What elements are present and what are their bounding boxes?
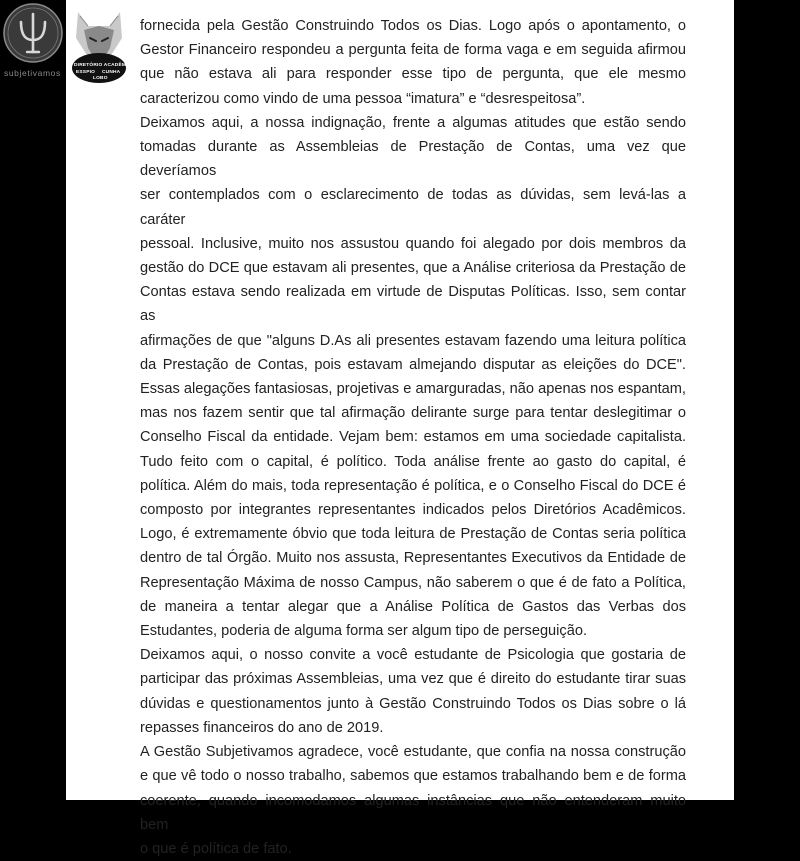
text-line: dúvidas e questionamentos junto à Gestão Construindo Todos os Dias sobre o lá <box>140 695 686 712</box>
wolf-caption: LOBO <box>93 76 108 81</box>
document-body <box>140 14 686 861</box>
text-line: gestão do DCE que estavam ali presentes, que a Análise criteriosa da Prestação de <box>140 260 686 277</box>
subjetivamos-caption: subjetivamos <box>4 68 61 78</box>
text-line: afirmações de que "alguns D.As ali presentes estavam fazendo uma leitura política <box>140 332 686 349</box>
text-line: Logo, é extremamente óbvio que toda leitura de Prestação de Contas seria política <box>140 526 686 543</box>
text-line: que não estava ali para responder esse tipo de pergunta, que ele mesmo <box>140 66 686 83</box>
text-line: política. Além do mais, toda representação é política, e o Conselho Fiscal do DCE é <box>140 477 686 494</box>
text-line: dentro de tal Órgão. Muito nos assusta, Representantes Executivos da Entidade de <box>140 550 686 567</box>
text-line: mas nos fazem sentir que tal afirmação delirante surge para tentar deslegitimar o <box>140 405 686 422</box>
text-line: e que vê todo o nosso trabalho, sabemos que estamos trabalhando bem e de forma <box>140 768 686 785</box>
text-line: participar das próximas Assembleias, uma vez que é direito do estudante tirar suas <box>140 671 686 688</box>
text-line: ser contemplados com o esclarecimento de todas as dúvidas, sem levá-las a caráter <box>140 187 686 228</box>
wolf-caption: DIRETÓRIO ACADÊMICO <box>74 63 136 68</box>
text-line: coerente, quando incomodamos algumas instâncias que não entenderam muito bem <box>140 792 686 833</box>
text-line: Deixamos aqui, a nossa indignação, frente a algumas atitudes que estão sendo <box>140 114 686 131</box>
text-line: pessoal. Inclusive, muito nos assustou quando foi alegado por dois membros da <box>140 235 686 252</box>
wolf-caption: ESSPIO <box>76 70 96 75</box>
text-line: Tudo feito com o capital, é político. Toda análise frente ao gasto do capital, é <box>140 453 686 470</box>
wolf-caption: CUNHA <box>102 70 121 75</box>
text-line: composto por integrantes representantes indicados pelos Diretórios Acadêmicos. <box>140 502 686 519</box>
text-line: caracterizou como vindo de uma pessoa “imatura” e “desrespeitosa”. <box>140 90 586 107</box>
text-line: Essas alegações fantasiosas, projetivas e amarguradas, não apenas nos espantam, <box>140 381 686 398</box>
text-line: repasses financeiros do ano de 2019. <box>140 719 384 736</box>
text-line: Gestor Financeiro respondeu a pergunta feita de forma vaga e em seguida afirmou <box>140 42 686 59</box>
text-line: Estudantes, poderia de alguma forma ser algum tipo de perseguição. <box>140 623 587 640</box>
text-line: de maneira a tentar alegar que a Análise Política de Gastos das Verbas dos <box>140 598 686 615</box>
text-line: Deixamos aqui, o nosso convite a você estudante de Psicologia que gostaria de <box>140 647 686 664</box>
document-page <box>66 0 734 857</box>
text-line: da Prestação de Contas, pois estavam almejando disputar as eleições do DCE". <box>140 356 686 373</box>
psi-logo-icon <box>2 2 64 64</box>
text-line: Conselho Fiscal da entidade. Vejam bem: estamos em uma sociedade capitalista. <box>140 429 686 446</box>
text-line: A Gestão Subjetivamos agradece, você estudante, que confia na nossa construção <box>140 744 686 761</box>
text-line: Contas estava sendo realizada em virtude de Disputas Políticas. Isso, sem contar as <box>140 284 686 325</box>
text-line: o que é política de fato. <box>140 840 292 857</box>
text-line: fornecida pela Gestão Construindo Todos os Dias. Logo após o apontamento, o <box>140 18 686 34</box>
text-line: Representação Máxima de nosso Campus, não saberem o que é de fato a Política, <box>140 574 686 591</box>
text-line: tomadas durante as Assembleias de Prestação de Contas, uma vez que deveríamos <box>140 139 686 180</box>
